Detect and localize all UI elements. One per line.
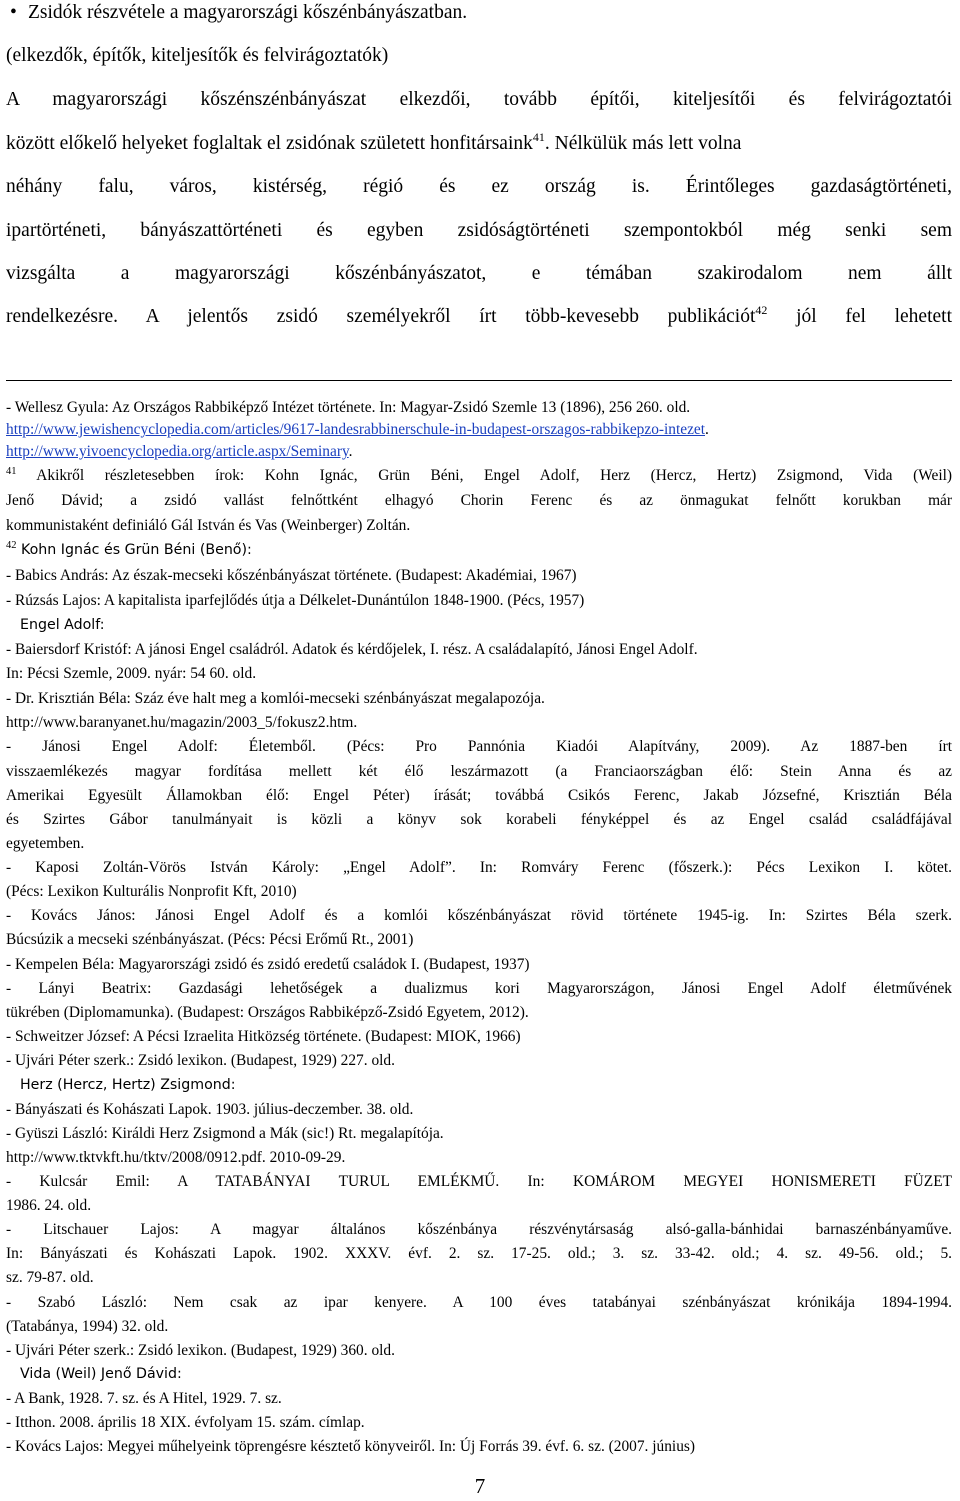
footnote-subheading: Herz (Hercz, Hertz) Zsigmond: [20, 1077, 236, 1093]
footnote-line: Jenő Dávid; a zsidó vallást felnőttként elhagyó Chorin Ferenc és az önmagukat felnőtt korukban már [6, 492, 952, 509]
footnote-line: - Kaposi Zoltán-Vörös István Károly: „Engel Adolf”. In: Romváry Ferenc (főszerk.): Pécs Lexikon I. kötet. [6, 859, 952, 876]
footnote-line: - Kulcsár Emil: A TATABÁNYAI TURUL EMLÉKMŰ. In: KOMÁROM MEGYEI HONISMERETI FÜZET [6, 1173, 952, 1190]
footnote-line: http://www.baranyanet.hu/magazin/2003_5/fokusz2.htm. [6, 714, 358, 731]
footnote-line: - Ujvári Péter szerk.: Zsidó lexikon. (Budapest, 1929) 360. old. [6, 1342, 395, 1359]
footnote-line: sz. 79-87. old. [6, 1269, 94, 1286]
paragraph-line: ipartörténeti, bányászattörténeti és egyben zsidóságtörténeti szempontokból még senki sem [6, 220, 952, 241]
footnote-line: Búcsúzik a mecseki szénbányászat. (Pécs: Pécsi Erőmű Rt., 2001) [6, 931, 414, 948]
footnote-subheading: Engel Adolf: [20, 617, 105, 633]
page-number: 7 [474, 1474, 486, 1498]
footnote-line: - Kempelen Béla: Magyarországi zsidó és zsidó eredetű családok I. (Budapest, 1937) [6, 956, 530, 973]
footnote-line: http://www.tktvkft.hu/tktv/2008/0912.pdf. 2010-09-29. [6, 1149, 346, 1166]
footnote-ref-42[interactable]: 42 [755, 303, 768, 317]
footnote-line: In: Bányászati és Kohászati Lapok. 1902. XXXV. évf. 2. sz. 17-25. old.; 3. sz. 33-42. old.; 4. sz. 49-56. old.; 5. [6, 1245, 952, 1262]
bullet-heading [10, 2, 468, 24]
footnote-line: - Kovács János: Jánosi Engel Adolf és a komlói kőszénbányászat rövid története 1945-ig. In: Szirtes Béla szerk. [6, 907, 952, 924]
footnote-line: visszaemlékezés magyar fordítása mellett két élő leszármazott (a Franciaországban élő: Stein Anna és az [6, 763, 952, 780]
footnote-line [6, 443, 952, 461]
footnote-line: - Itthon. 2008. április 18 XIX. évfolyam 15. szám. címlap. [6, 1414, 365, 1431]
footnote-line: és Szirtes Gábor tanulmányait is közli a könyv sok korabeli fényképpel és az Engel család családfájával [6, 811, 952, 828]
footnote-line: - Lányi Beatrix: Gazdasági lehetőségek a dualizmus kori Magyarországon, Jánosi Engel Adolf életművének [6, 980, 952, 997]
footnote-line: (Tatabánya, 1994) 32. old. [6, 1318, 169, 1335]
footnote-number-42: 42 [6, 540, 17, 551]
footnote-link[interactable]: http://www.jewishencyclopedia.com/articles/9617-landesrabbinerschule-in-budapest-orszagos-rabbikepzo-intezet [6, 421, 706, 438]
paragraph-text: között előkelő helyeket foglaltak el zsidónak született honfitársaink [6, 133, 533, 154]
footnote-line: In: Pécsi Szemle, 2009. nyár: 54 60. old. [6, 665, 257, 682]
footnote-42 [6, 541, 952, 559]
footnote-text: . [705, 421, 709, 438]
footnote-line: tükrében (Diplomamunka). (Budapest: Országos Rabbiképző-Zsidó Egyetem, 2012). [6, 1004, 529, 1021]
paragraph-line: vizsgálta a magyarországi kőszénbányászatot, e témában szakirodalom nem állt [6, 263, 952, 284]
footnote-separator [6, 380, 952, 381]
paragraph-line [6, 130, 952, 155]
footnote-line: - Kovács Lajos: Megyei műhelyeink töprengésre késztető könyveiről. In: Új Forrás 39. évf. 6. sz. (2007. június) [6, 1438, 696, 1455]
footnote-line: kommunistaként definiáló Gál István és Vas (Weinberger) Zoltán. [6, 517, 411, 534]
footnote-line: (Pécs: Lexikon Kulturális Nonprofit Kft, 2010) [6, 883, 297, 900]
footnote-line: - Babics András: Az észak-mecseki kőszénbányászat története. (Budapest: Akadémiai, 1967) [6, 567, 577, 584]
footnote-line [6, 421, 952, 439]
footnote-41 [6, 467, 952, 485]
footnote-line: - Bányászati és Kohászati Lapok. 1903. július-deczember. 38. old. [6, 1101, 414, 1118]
footnote-line: - Dr. Krisztián Béla: Száz éve halt meg a komlói-mecseki szénbányászat megalapozója. [6, 690, 545, 707]
footnote-line: - Gyüszi László: Királdi Herz Zsigmond a Mák (sic!) Rt. megalapítója. [6, 1125, 444, 1142]
footnote-line: - Wellesz Gyula: Az Országos Rabbiképző Intézet története. In: Magyar-Zsidó Szemle 13 (1896), 256 260. old. [6, 399, 691, 416]
footnote-line: - Jánosi Engel Adolf: Életemből. (Pécs: Pro Pannónia Kiadói Alapítvány, 2009). Az 1887-ben írt [6, 738, 952, 755]
footnote-line: - Szabó László: Nem csak az ipar kenyere. A 100 éves tatabányai szénbányászat krónikája 1894-1994. [6, 1294, 952, 1311]
paragraph-line: A magyarországi kőszénszénbányászat elkezdői, tovább építői, kiteljesítői és felvirágoztatói [6, 89, 952, 110]
footnote-subheading: Kohn Ignác és Grün Béni (Benő): [16, 542, 252, 558]
footnote-line: - Baiersdorf Kristóf: A jánosi Engel családról. Adatok és kérdőjelek, I. rész. A családalapító, Jánosi Engel Adolf. [6, 641, 698, 658]
footnote-subheading: Vida (Weil) Jenő Dávid: [20, 1366, 182, 1382]
paragraph-text: jól fel lehetett [767, 306, 952, 327]
footnote-line: 1986. 24. old. [6, 1197, 92, 1214]
paragraph-text: rendelkezésre. A jelentős zsidó személyekről írt több-kevesebb publikációt [6, 306, 756, 327]
footnote-ref-41[interactable]: 41 [532, 130, 545, 144]
footnote-line: - Schweitzer József: A Pécsi Izraelita Hitközség története. (Budapest: MIOK, 1966) [6, 1028, 521, 1045]
footnote-line: Amerikai Egyesült Államokban élő: Engel Péter) írását; továbbá Csikós Ferenc, Jakab Józsefné, Krisztián Béla [6, 787, 952, 804]
paragraph-text: . Nélkülük más lett volna [544, 133, 742, 154]
footnote-line: egyetemben. [6, 835, 85, 852]
footnote-line: - Litschauer Lajos: A magyar általános kőszénbánya részvénytársaság alsó-galla-bánhidai barnaszénbányaműve. [6, 1221, 952, 1238]
paragraph-line [6, 303, 952, 328]
footnote-line: - A Bank, 1928. 7. sz. és A Hitel, 1929. 7. sz. [6, 1390, 282, 1407]
subtitle: (elkezdők, építők, kiteljesítők és felvirágoztatók) [6, 45, 389, 66]
footnote-line: - Ujvári Péter szerk.: Zsidó lexikon. (Budapest, 1929) 227. old. [6, 1052, 395, 1069]
paragraph-line: néhány falu, város, kistérség, régió és ez ország is. Érintőleges gazdaságtörténeti, [6, 176, 952, 197]
bullet-heading-text: Zsidók részvétele a magyarországi kőszénbányászatban. [28, 2, 468, 23]
footnote-line: - Rúzsás Lajos: A kapitalista iparfejlődés útja a Délkelet-Dunántúlon 1848-1900. (Pécs, 1957) [6, 592, 585, 609]
footnote-link[interactable]: http://www.yivoencyclopedia.org/article.aspx/Seminary [6, 443, 349, 460]
bullet-icon: • [10, 2, 17, 23]
footnote-text: . [348, 443, 353, 460]
footnote-text: Akikről részletesebben írok: Kohn Ignác, Grün Béni, Engel Adolf, Herz (Hercz, Hertz) Zsigmond, Vida (Weil) [16, 467, 952, 484]
footnote-number-41: 41 [6, 466, 17, 477]
